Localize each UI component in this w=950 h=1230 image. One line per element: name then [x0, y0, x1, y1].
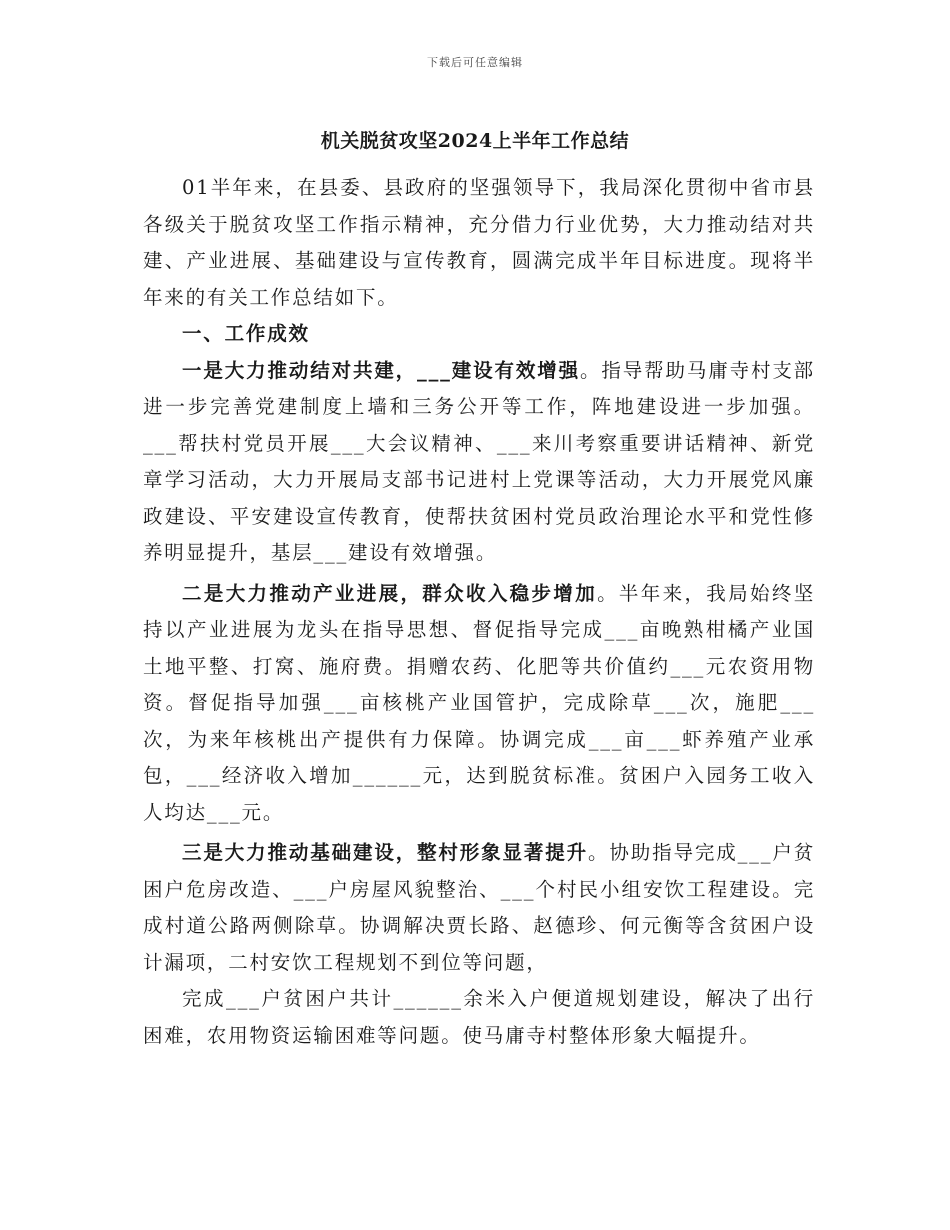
- paragraph-item-3: [143, 835, 815, 981]
- item-1-lead: 一是大力推动结对共建，___建设有效增强: [182, 358, 580, 382]
- page-header: 下载后可任意编辑: [427, 56, 523, 69]
- intro-paragraph: 01半年来，在县委、县政府的坚强领导下，我局深化贯彻中省市县各级关于脱贫攻坚工作指示精神，充分借力行业优势，大力推动结对共建、产业进展、基础建设与宣传教育，圆满完成半年目标进度。现将半年来的有关工作总结如下。: [143, 176, 815, 309]
- item-1-body: 。指导帮助马庸寺村支部进一步完善党建制度上墙和三务公开等工作，阵地建设进一步加强。___帮扶村党员开展___大会议精神、___来川考察重要讲话精神、新党章学习活动，大力开展局支部书记进村上党课等活动，大力开展党风廉政建设、平安建设宣传教育，使帮扶贫困村党员政治理论水平和党性修养明显提升，基层___建设有效增强。: [143, 358, 815, 564]
- item-3-lead: 三是大力推动基础建设，整村形象显著提升: [182, 841, 589, 864]
- document-body: [143, 170, 815, 1054]
- item-3-body: 。协助指导完成___户贫困户危房改造、___户房屋风貌整治、___个村民小组安饮工程建设。完成村道公路两侧除草。协调解决贾长路、赵德珍、何元衡等含贫困户设计漏项，二村安饮工程规划不到位等问题，: [143, 841, 815, 974]
- section-heading-achievements: 一、工作成效: [182, 322, 310, 345]
- paragraph-item-3-continued: 完成___户贫困户共计______余米入户便道规划建设，解决了出行困难，农用物资运输困难等问题。使马庸寺村整体形象大幅提升。: [143, 987, 815, 1047]
- item-2-lead: 二是大力推动产业进展，群众收入稳步增加: [182, 581, 598, 605]
- paragraph-item-1: [143, 353, 815, 572]
- document-title: 机关脱贫攻坚2024上半年工作总结: [320, 130, 630, 152]
- paragraph-item-2: [143, 576, 815, 832]
- item-2-body: 。半年来，我局始终坚持以产业进展为龙头在指导思想、督促指导完成___亩晚熟柑橘产业国土地平整、打窝、施府费。捐赠农药、化肥等共价值约___元农资用物资。督促指导加强___亩核桃产业国管护，完成除草___次，施肥___次，为来年核桃出产提供有力保障。协调完成___亩___虾养殖产业承包，___经济收入增加______元，达到脱贫标准。贫困户入园务工收入人均达___元。: [143, 581, 815, 824]
